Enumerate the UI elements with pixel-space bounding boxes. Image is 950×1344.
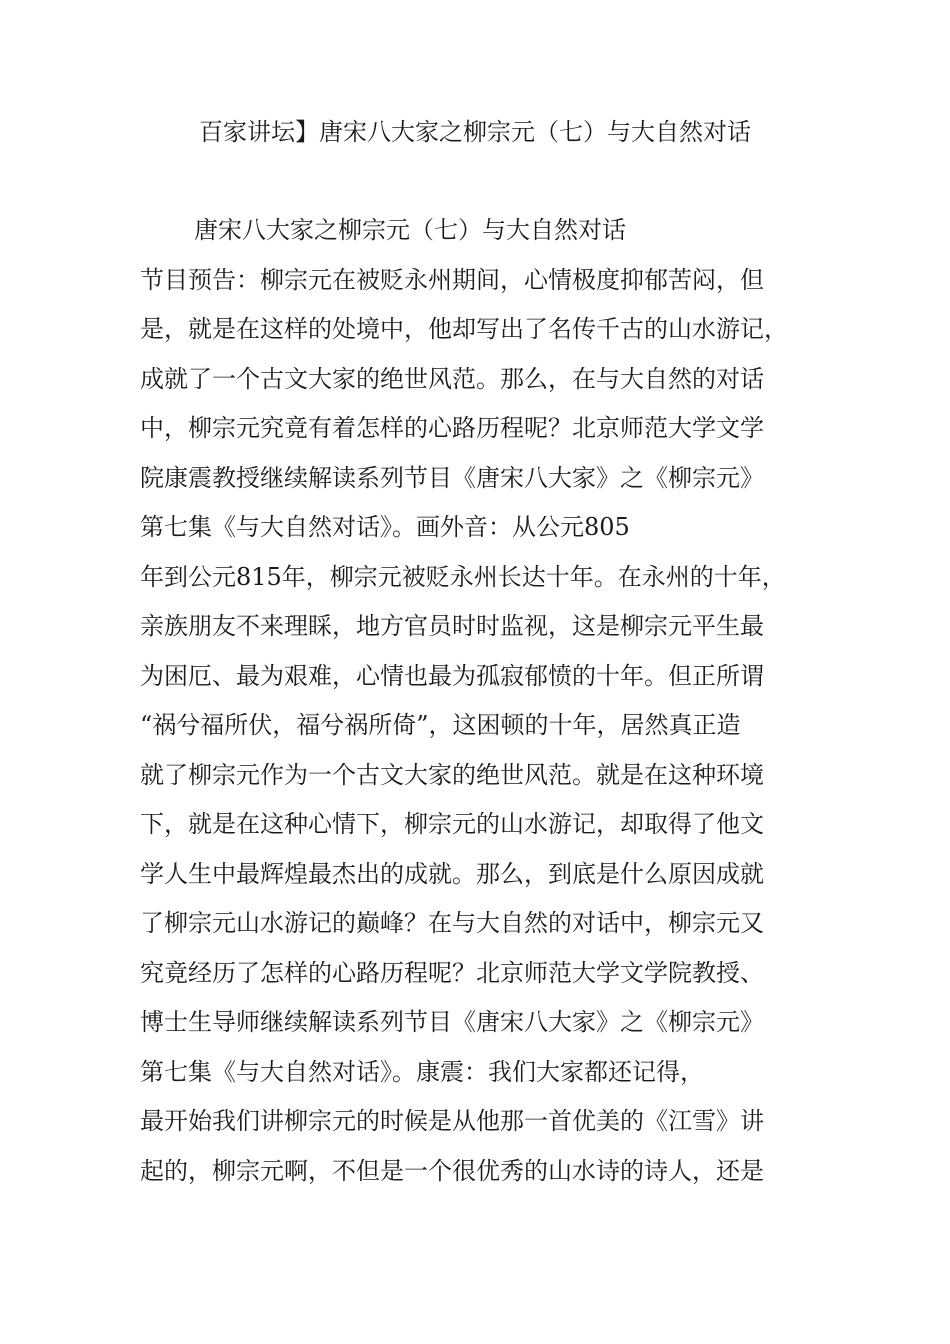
paragraph-line: 就了柳宗元作为一个古文大家的绝世风范。就是在这种环境 — [140, 760, 764, 789]
paragraph-line: 中，柳宗元究竟有着怎样的心路历程呢？北京师范大学文学 — [140, 414, 764, 442]
paragraph-line: “祸兮福所伏，福兮祸所倚”，这困顿的十年，居然真正造 — [140, 711, 741, 739]
paragraph-line: 博士生导师继续解读系列节目《唐宋八大家》之《柳宗元》 — [140, 1008, 764, 1036]
paragraph-line: 了柳宗元山水游记的巅峰？在与大自然的对话中，柳宗元又 — [140, 909, 764, 937]
paragraph-line: 起的，柳宗元啊，不但是一个很优秀的山水诗的诗人，还是 — [140, 1156, 764, 1185]
paragraph-line: 节目预告：柳宗元在被贬永州期间，心情极度抑郁苦闷，但 — [140, 265, 764, 294]
paragraph-line: 究竟经历了怎样的心路历程呢？北京师范大学文学院教授、 — [140, 958, 764, 987]
paragraph-line: 第七集《与大自然对话》。康震：我们大家都还记得， — [140, 1057, 704, 1086]
paragraph-line: 最开始我们讲柳宗元的时候是从他那一首优美的《江雪》讲 — [140, 1107, 764, 1135]
subtitle-line: 唐宋八大家之柳宗元（七）与大自然对话 — [194, 216, 626, 244]
paragraph-line: 亲族朋友不来理睬，地方官员时时监视，这是柳宗元平生最 — [140, 612, 764, 640]
paragraph-line: 为困厄、最为艰难，心情也最为孤寂郁愤的十年。但正所谓 — [140, 661, 764, 690]
paragraph-line: 是，就是在这样的处境中，他却写出了名传千古的山水游记， — [140, 315, 788, 343]
paragraph-line: 成就了一个古文大家的绝世风范。那么，在与大自然的对话 — [140, 364, 764, 393]
paragraph-line: 学人生中最辉煌最杰出的成就。那么，到底是什么原因成就 — [140, 859, 764, 888]
paragraph-line: 第七集《与大自然对话》。画外音：从公元805 — [140, 513, 630, 541]
paragraph-line: 院康震教授继续解读系列节目《唐宋八大家》之《柳宗元》 — [140, 463, 764, 492]
paragraph-line: 年到公元815年，柳宗元被贬永州长达十年。在永州的十年， — [140, 562, 786, 591]
document-title: 百家讲坛】唐宋八大家之柳宗元（七）与大自然对话 — [199, 118, 751, 146]
paragraph-line: 下，就是在这种心情下，柳宗元的山水游记，却取得了他文 — [140, 810, 764, 838]
document-body — [140, 206, 820, 1196]
